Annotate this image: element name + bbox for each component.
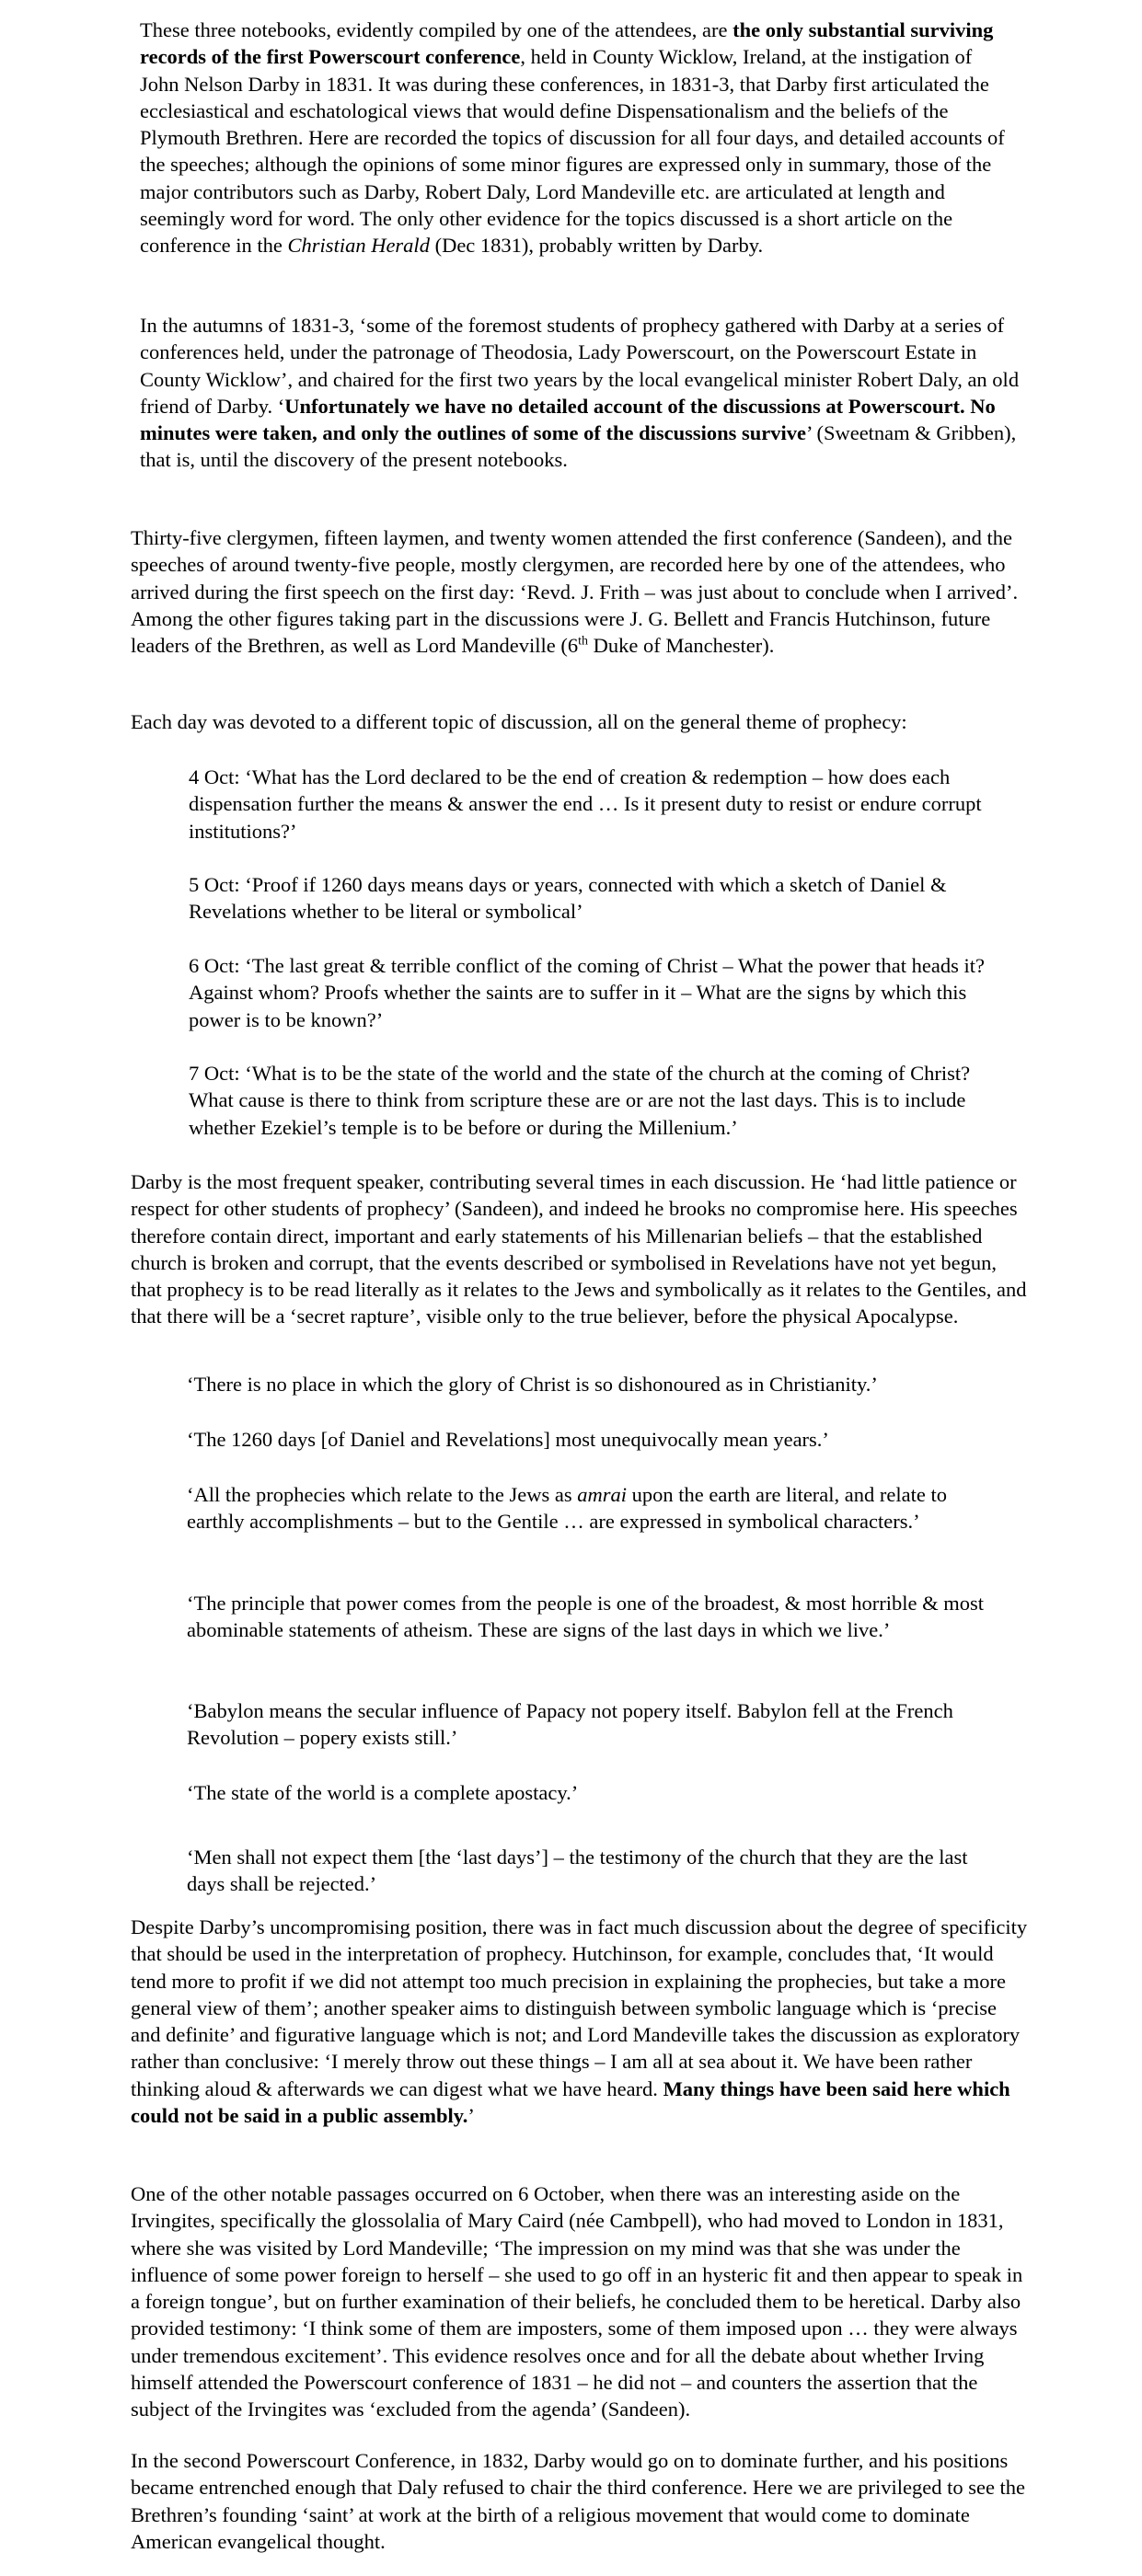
day-item: 6 Oct: ‘The last great & terrible conflict of the coming of Christ – What the power that heads it? Against whom? Proofs whether the saints are to suffer in it – What are the signs by which this power is to be known?’ [189, 954, 985, 1031]
quote-item [187, 1481, 997, 1535]
autumns-text-2: ’ (Sweetnam & Gribben), that is, until the discovery of the present notebooks. [140, 421, 1017, 472]
day-item: 7 Oct: ‘What is to be the state of the world and the state of the church at the coming of Christ? What cause is there to think from scripture these are or are not the last days. This is to include whether Ezekiel’s temple is to be before or during the Millenium.’ [189, 1062, 971, 1139]
quote-item: ‘There is no place in which the glory of Christ is so dishonoured as in Christianity.’ [187, 1373, 878, 1396]
intro-italic-1: Christian Herald [287, 234, 430, 258]
attendees-superscript: th [578, 634, 588, 649]
despite-text-2: ’ [467, 2104, 475, 2128]
autumns-paragraph [140, 312, 1023, 474]
attendees-text-2: Duke of Manchester). [587, 634, 775, 658]
second-conference-paragraph: In the second Powerscourt Conference, in 1832, Darby would go on to dominate further, and his positions became entrenched enough that Daly refused to chair the third conference. Here we are privileged to see the Brethren’s founding ‘saint’ at work at the birth of a religious movement that would come to dominate American evangelical thought. [131, 2449, 1026, 2553]
quote-text-a: ‘All the prophecies which relate to the Jews as [187, 1483, 578, 1506]
intro-text-3: (Dec 1831), probably written by Darby. [429, 234, 764, 258]
despite-bold-1: Many things have been said here which could not be said in a public assembly. [131, 2076, 1010, 2128]
irvingites-paragraph: One of the other notable passages occurred on 6 October, when there was an interesting aside on the Irvingites, specifically the glossolalia of Mary Caird (née Cambpell), who had moved to London in 1831, where she was visited by Lord Mandeville; ‘The impression on my mind was that she was under the influence of some power foreign to herself – she used to go off in an hysteric fit and then appear to speak in a foreign tongue’, but on further examination of their beliefs, he concluded them to be heretical. Darby also provided testimony: ‘I think some of them are imposters, some of them imposed upon … they were always under tremendous excitement’. This evidence resolves once and for all the debate about whether Irving himself attended the Powerscourt conference of 1831 – he did not – and counters the assertion that the subject of the Irvingites was ‘excluded from the agenda’ (Sandeen). [131, 2182, 1023, 2421]
quote-italic: amrai [577, 1483, 628, 1506]
darby-paragraph: Darby is the most frequent speaker, contributing several times in each discussion. He ‘had little patience or respect for other students of prophecy’ (Sandeen), and indeed he brooks no compromise here. His speeches therefore contain direct, important and early statements of his Millenarian beliefs – that the established church is broken and corrupt, that the events described or symbolised in Revelations have not yet begun, that prophecy is to be read literally as it relates to the Jews and symbolically as it relates to the Gentiles, and that there will be a ‘secret rapture’, visible only to the true believer, before the physical Apocalypse. [131, 1170, 1027, 1328]
quote-item: ‘The principle that power comes from the people is one of the broadest, & most horrible & most abominable statements of atheism. These are signs of the last days in which we live.’ [187, 1592, 985, 1642]
day-item: 5 Oct: ‘Proof if 1260 days means days or years, connected with which a sketch of Daniel & Revelations whether to be literal or symbolical’ [189, 873, 947, 924]
autumns-text-1: In the autumns of 1831-3, ‘some of the foremost students of prophecy gathered with Darby at a series of conferences held, under the patronage of Theodosia, Lady Powerscourt, on the Powerscourt Estate in County Wicklow’, and chaired for the first two years by the local evangelical minister Robert Daly, an old friend of Darby. ‘ [140, 314, 1020, 418]
quote-item: ‘Babylon means the secular influence of Papacy not popery itself. Babylon fell at the French Revolution – popery exists still.’ [187, 1699, 953, 1750]
day-item: 4 Oct: ‘What has the Lord declared to be the end of creation & redemption – how does each dispensation further the means & answer the end … Is it present duty to resist or endure corrupt institutions?’ [189, 765, 982, 843]
intro-text-1: These three notebooks, evidently compiled by one of the attendees, are [140, 18, 733, 41]
intro-bold-1: the only substantial surviving records of the first Powerscourt conference [140, 18, 994, 69]
attendees-paragraph [131, 524, 1028, 659]
attendees-text-1: Thirty-five clergymen, fifteen laymen, and twenty women attended the first conference (Sandeen), and the speeches of around twenty-five people, mostly clergymen, are recorded here by one of the attendees, who arrived during the first speech on the first day: ‘Revd. J. Frith – was just about to conclude when I arrived’. Among the other figures taking part in the discussions were J. G. Bellett and Francis Hutchinson, future leaders of the Brethren, as well as Lord Mandeville (6 [131, 526, 1019, 658]
despite-paragraph [131, 1914, 1028, 2129]
autumns-bold-1: Unfortunately we have no detailed account of the discussions at Powerscourt. No minutes were taken, and only the outlines of some of the discussions survive [140, 394, 996, 445]
quote-item: ‘The state of the world is a complete apostacy.’ [187, 1781, 579, 1804]
despite-text-1: Despite Darby’s uncompromising position, there was in fact much discussion about the degree of specificity that should be used in the interpretation of prophecy. Hutchinson, for example, concludes that, ‘It would tend more to profit if we did not attempt too much precision in explaining the prophecies, but take a more general view of them’; another speaker aims to distinguish between symbolic language which is ‘precise and definite’ and figurative language which is not; and Lord Mandeville takes the discussion as exploratory rather than conclusive: ‘I merely throw out these things – I am all at sea about it. We have been rather thinking aloud & afterwards we can digest what we have heard. [131, 1915, 1028, 2100]
days-intro-paragraph: Each day was devoted to a different topic of discussion, all on the general theme of prophecy: [131, 710, 907, 733]
quote-text-b: upon the earth are literal, and relate to earthly accomplishments – but to the Gentile … are expressed in symbolical characters.’ [187, 1483, 947, 1534]
intro-text-2: , held in County Wicklow, Ireland, at the instigation of John Nelson Darby in 1831. It was during these conferences, in 1831-3, that Darby first articulated the ecclesiastical and eschatological views that would define Dispensationalism and the beliefs of the Plymouth Brethren. Here are recorded the topics of discussion for all four days, and detailed accounts of the speeches; although the opinions of some minor figures are expressed only in summary, those of the major contributors such as Darby, Robert Daly, Lord Mandeville etc. are articulated at length and seemingly word for word. The only other evidence for the topics discussed is a short article on the conference in the [140, 45, 1005, 258]
quote-item: ‘Men shall not expect them [the ‘last days’] – the testimony of the church that they are the last days shall be rejected.’ [187, 1846, 968, 1896]
quote-item: ‘The 1260 days [of Daniel and Revelations] most unequivocally mean years.’ [187, 1428, 829, 1451]
intro-paragraph [140, 17, 1014, 259]
